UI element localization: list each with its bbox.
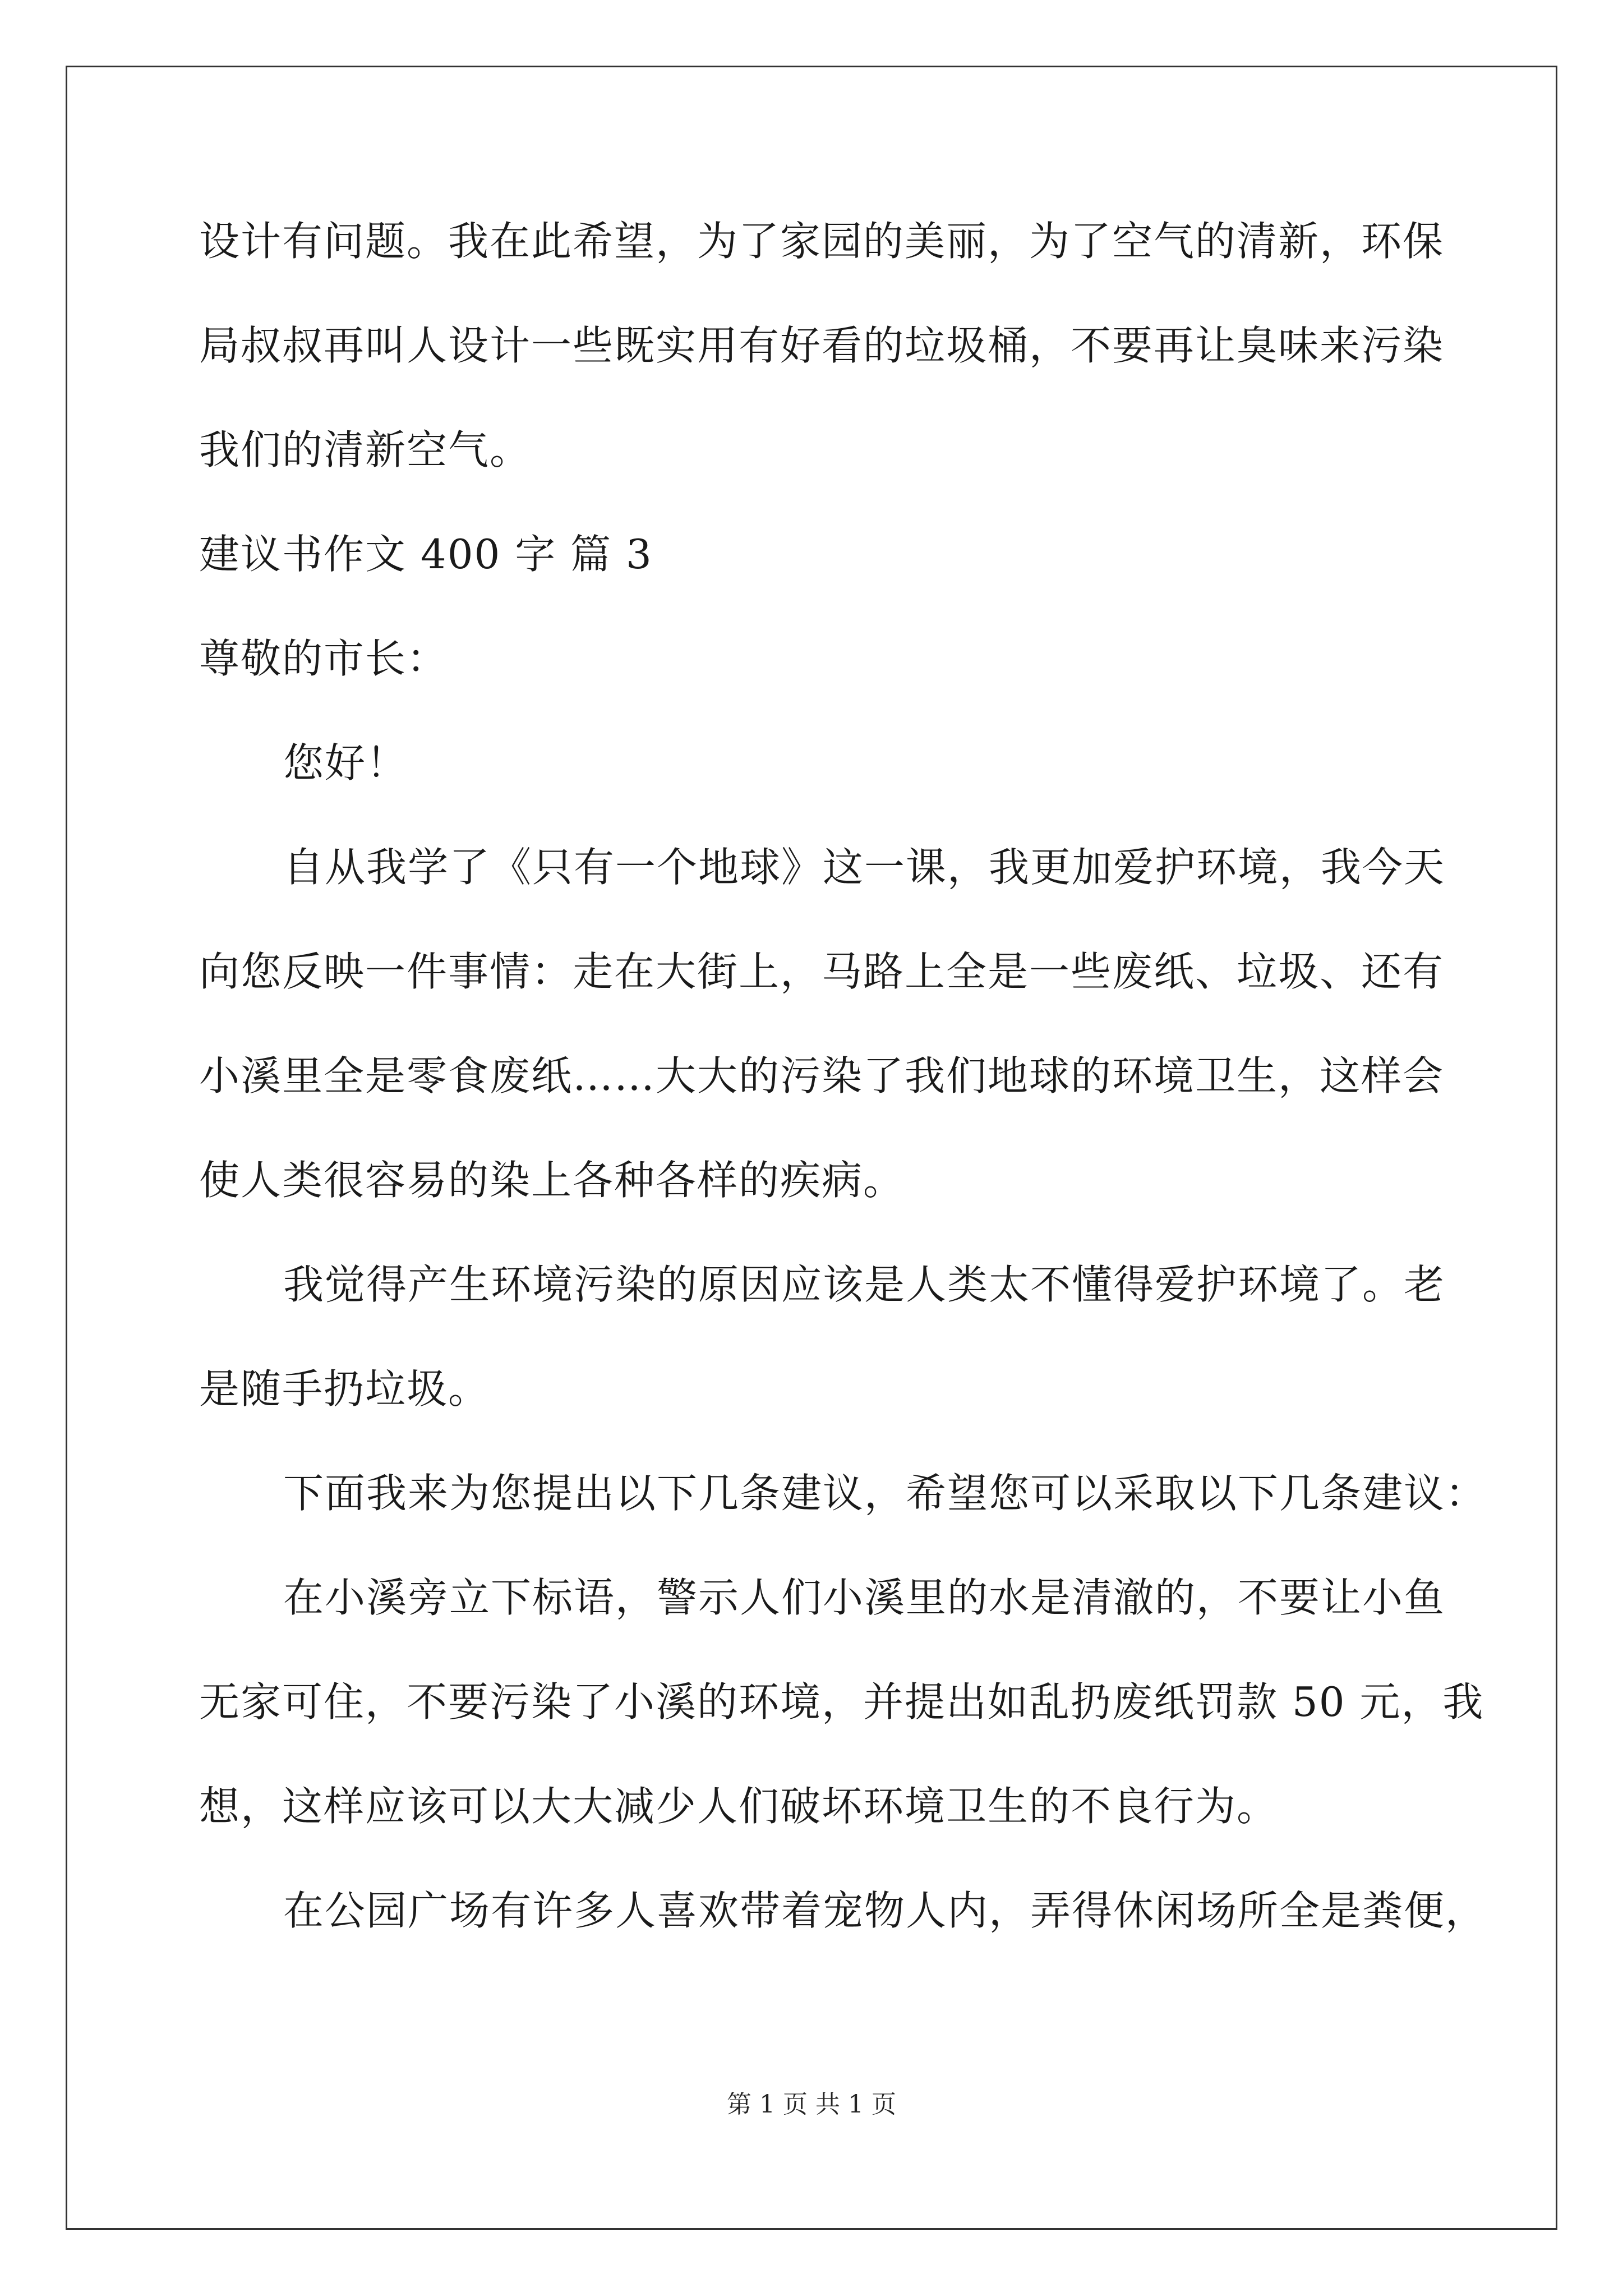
text-line: 使人类很容易的染上各种各样的疾病。	[199, 1157, 905, 1204]
text-line: 小溪里全是零食废纸……大大的污染了我们地球的环境卫生，这样会	[199, 1052, 1445, 1099]
text-line: 在小溪旁立下标语，警示人们小溪里的水是清澈的，不要让小鱼	[283, 1574, 1446, 1621]
text-line: 局叔叔再叫人设计一些既实用有好看的垃圾桶，不要再让臭味来污染	[199, 322, 1445, 369]
text-line: 在公园广场有许多人喜欢带着宠物人内，弄得休闲场所全是粪便，	[283, 1887, 1487, 1934]
text-line: 我们的清新空气。	[199, 426, 532, 473]
text-line: 下面我来为您提出以下几条建议，希望您可以采取以下几条建议：	[283, 1470, 1487, 1517]
text-line: 设计有问题。我在此希望，为了家园的美丽，为了空气的清新，环保	[199, 218, 1445, 265]
text-line: 向您反映一件事情：走在大街上，马路上全是一些废纸、垃圾、还有	[199, 948, 1445, 995]
text-line: 自从我学了《只有一个地球》这一课，我更加爱护环境，我今天	[283, 844, 1446, 891]
greeting: 您好！	[283, 739, 408, 786]
text-line: 是随手扔垃圾。	[199, 1365, 490, 1412]
text-line: 无家可住，不要污染了小溪的环境，并提出如乱扔废纸罚款 50 元，我	[199, 1678, 1484, 1726]
section-heading: 建议书作文 400 字 篇 3	[199, 531, 653, 578]
text-line: 想，这样应该可以大大减少人们破坏环境卫生的不良行为。	[199, 1783, 1279, 1830]
salutation: 尊敬的市长：	[199, 635, 449, 682]
text-line: 我觉得产生环境污染的原因应该是人类太不懂得爱护环境了。老	[283, 1261, 1446, 1308]
page-footer: 第 1 页 共 1 页	[727, 2090, 896, 2119]
